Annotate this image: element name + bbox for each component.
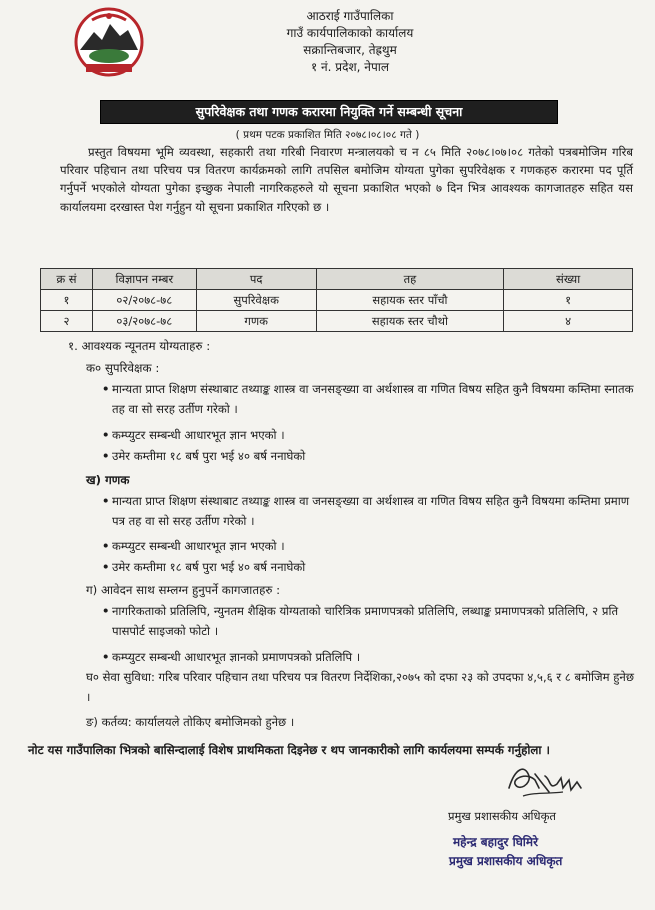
table-header-row — [41, 269, 633, 290]
bullet-icon: • — [102, 449, 110, 463]
table-cell: २ — [41, 311, 93, 332]
documents-heading: ग) आवेदन साथ सम्लग्न हुनुपर्ने कागजातहरु : — [86, 583, 281, 597]
list-item-text: मान्यता प्राप्त शिक्षण संस्थाबाट तथ्याङ्क शास्त्र वा जनसङ्ख्या वा अर्थशास्त्र वा गणित विषय सहित कुनै विषयमा कम्तिमा स्नातक तह वा सो सरह उर्तीण गरेको । — [112, 382, 634, 416]
bullet-icon: • — [102, 560, 110, 574]
duty-paragraph: ङ) कर्तव्य: कार्यालयले तोकिए बमोजिमको हुनेछ । — [86, 715, 295, 729]
table-header: विज्ञापन नम्बर — [92, 269, 196, 290]
notice-title: सुपरिवेक्षक तथा गणक करारमा नियुक्ति गर्ने सम्बन्धी सूचना — [100, 100, 558, 124]
table-header: क्र सं — [41, 269, 93, 290]
enumerator-heading: ख) गणक — [86, 473, 130, 487]
list-item-text: कम्प्युटर सम्बन्धी आधारभूत ज्ञान भएको । — [112, 539, 285, 553]
list-item-text: कम्प्युटर सम्बन्धी आधारभूत ज्ञानको प्रमाणपत्रको प्रतिलिपि । — [112, 650, 361, 664]
bullet-icon: • — [102, 428, 110, 442]
province-line: १ नं. प्रदेश, नेपाल — [310, 60, 390, 74]
table-header: पद — [196, 269, 316, 290]
table-header: तह — [316, 269, 504, 290]
table-row — [41, 290, 633, 311]
list-item — [102, 601, 640, 641]
stamp-title: प्रमुख प्रशासकीय अधिकृत — [449, 854, 563, 868]
bullet-icon: • — [102, 494, 110, 508]
list-item — [102, 491, 640, 531]
list-item-text: मान्यता प्राप्त शिक्षण संस्थाबाट तथ्याङ्क शास्त्र वा जनसङ्ख्या वा अर्थशास्त्र वा गणित विषय सहित कुनै विषयमा कम्तिमा प्रमाण पत्र तह वा सो सरह उर्तीण गरेको । — [112, 494, 630, 528]
table-cell: १ — [41, 290, 93, 311]
intro-paragraph: प्रस्तुत विषयमा भूमि व्यवस्था, सहकारी तथा गरिबी निवारण मन्त्रालयको च न ८५ मिति २०७८।०७।०८ गतेको पत्रबमोजिम गरिब परिवार पहिचान तथा परिचय पत्र वितरण कार्यक्रमको लागि तपसिल बमोजिम योग्यता पुगेका सुपरिवेक्षक र गणकहरु करारमा पद पूर्ति गर्नुपर्ने भएकोले योग्यता पुगेका इच्छुक नेपाली नागरिकहरुले यो सूचना प्रकाशित भएको ७ दिन भित्र आवश्यक कागजातहरु सहित यस कार्यालयमा दरखास्त पेश गर्नुहुन यो सूचना प्रकाशित गरिएको छ । — [60, 145, 633, 214]
table-cell: ०२/२०७८-७८ — [92, 290, 196, 311]
table-cell: सहायक स्तर पाँचौ — [316, 290, 504, 311]
list-item — [102, 425, 640, 445]
signature-icon — [505, 758, 585, 806]
list-item — [102, 557, 640, 577]
office-name: गाउँ कार्यपालिकाको कार्यालय — [286, 26, 414, 40]
requirements-heading: १. आवश्यक न्यूनतम योग्यताहरु : — [68, 339, 211, 353]
bullet-icon: • — [102, 650, 110, 664]
municipality-name: आठराई गाउँपालिका — [306, 9, 394, 23]
table-cell: १ — [504, 290, 633, 311]
bullet-icon: • — [102, 604, 110, 618]
list-item-text: उमेर कम्तीमा १८ बर्ष पुरा भई ४० बर्ष ननाघेको — [112, 560, 306, 574]
stamp-name: महेन्द्र बहादुर घिमिरे — [453, 835, 538, 849]
publish-date: ( प्रथम पटक प्रकाशित मिति २०७८।०८।०८ गते ) — [235, 129, 420, 141]
note-paragraph: नोट यस गाउँपालिका भित्रको बासिन्दालाई विशेष प्राथमिकता दिइनेछ र थप जानकारीको लागि कार्यलयमा सम्पर्क गर्नुहोला । — [28, 743, 551, 757]
bullet-icon: • — [102, 539, 110, 553]
list-item — [102, 379, 640, 419]
table-cell: सहायक स्तर चौथो — [316, 311, 504, 332]
table-cell: सुपरिवेक्षक — [196, 290, 316, 311]
bullet-icon: • — [102, 382, 110, 396]
list-item-text: उमेर कम्तीमा १८ बर्ष पुरा भई ४० बर्ष ननाघेको — [112, 449, 306, 463]
office-location: सक्रान्तिबजार, तेह्रथुम — [303, 43, 397, 57]
supervisor-heading: क० सुपरिवेक्षक : — [86, 361, 160, 375]
list-item-text: नागरिकताको प्रतिलिपि, न्युनतम शैक्षिक योग्यताको चारित्रिक प्रमाणपत्रको प्रतिलिपि, लब्धाङ्क प्रमाणपत्रको प्रतिलिपि, २ प्रति पासपोर्ट साइजको फोटो । — [112, 604, 619, 638]
nepal-emblem-icon — [70, 6, 148, 78]
table-cell: ०३/२०७८-७८ — [92, 311, 196, 332]
list-item-text: कम्प्युटर सम्बन्धी आधारभूत ज्ञान भएको । — [112, 428, 285, 442]
table-header: संख्या — [504, 269, 633, 290]
table-cell: ४ — [504, 311, 633, 332]
list-item — [102, 536, 640, 556]
table-row — [41, 311, 633, 332]
vacancy-table — [40, 268, 633, 332]
office-header — [220, 8, 480, 76]
table-cell: गणक — [196, 311, 316, 332]
list-item — [102, 647, 640, 667]
signatory-title: प्रमुख प्रशासकीय अधिकृत — [448, 809, 556, 823]
facilities-paragraph: घ० सेवा सुविधा: गरिब परिवार पहिचान तथा परिचय पत्र वितरण निर्देशिका,२०७५ को दफा २३ को उपदफा ४,५,६ र ८ बमोजिम हुनेछ । — [86, 670, 634, 704]
list-item — [102, 446, 640, 466]
